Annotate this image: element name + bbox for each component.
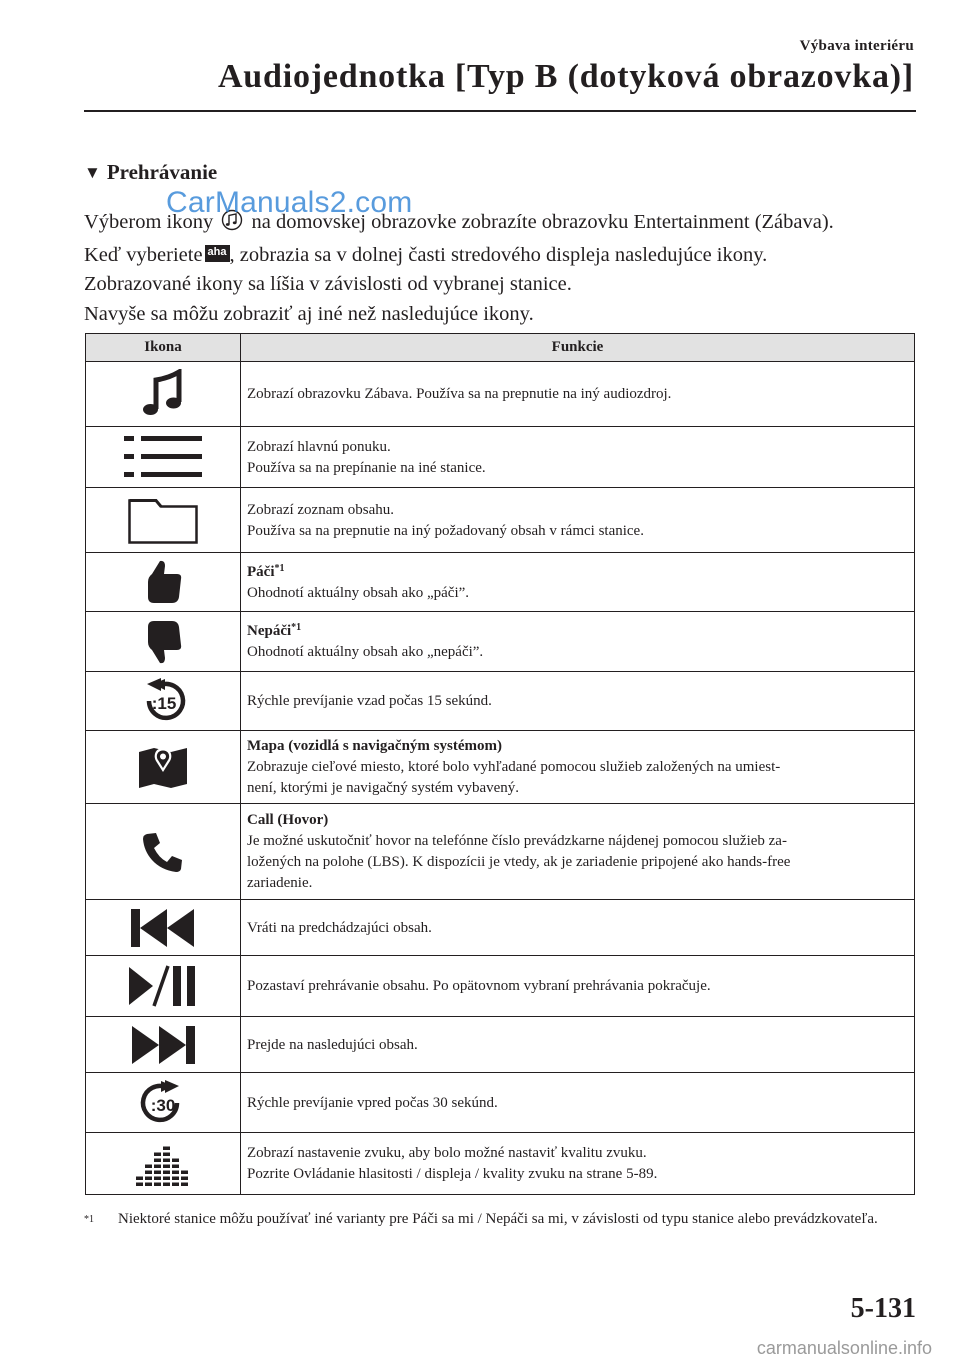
function-cell (241, 553, 915, 612)
function-title-text: Call (Hovor) (247, 812, 329, 828)
function-text: zariadenie. (247, 875, 313, 891)
function-text: Ohodnotí aktuálny obsah ako „páči”. (247, 584, 470, 601)
intro-line-2 (84, 241, 924, 271)
function-text: Používa sa na prepnutie na iný požadovaný obsah v rámci stanice. (247, 522, 644, 539)
rewind-15-icon (139, 677, 187, 725)
icon-cell (86, 900, 241, 956)
function-text: Ohodnotí aktuálny obsah ako „nepáči”. (247, 644, 484, 660)
aha-badge-icon: aha (205, 245, 230, 262)
rewind-15-number: :15 (151, 694, 177, 713)
site-watermark: carmanualsonline.info (756, 1338, 932, 1358)
function-text: Pozastaví prehrávanie obsahu. Po opätovnom vybraní prehrávania pokračuje. (247, 978, 711, 994)
function-text: Zobrazuje cieľové miesto, ktoré bolo vyhľadané pomocou služieb založených na umiest- (247, 759, 781, 775)
function-title-text: Nepáči (247, 623, 292, 639)
table-row (86, 553, 915, 612)
footnote-text: Niektoré stanice môžu používať iné varianty pre Páči sa mi / Nepáči sa mi, v závislosti od typu stanice alebo prevádzkovateľa. (118, 1211, 878, 1227)
skip-previous-icon (131, 908, 195, 948)
function-title (247, 810, 908, 831)
folder-icon (128, 496, 198, 544)
footnote-ref: *1 (291, 622, 302, 633)
function-text: Prejde na nasledujúci obsah. (247, 1036, 418, 1053)
icon-cell (86, 488, 241, 553)
footnote (84, 1209, 918, 1230)
function-cell (241, 731, 915, 804)
icon-cell (86, 612, 241, 672)
page-number: 5-131 (850, 1293, 916, 1324)
forward-30-number: :30 (150, 1095, 176, 1115)
icon-cell (86, 553, 241, 612)
function-cell (241, 956, 915, 1017)
intro-line-1-start: Výberom ikony (84, 211, 214, 233)
function-cell (241, 1133, 915, 1195)
table-row (86, 731, 915, 804)
table-row (86, 362, 915, 427)
intro-line-1-end: na domovskej obrazovke zobrazíte obrazovku Entertainment (Zábava). (251, 211, 834, 233)
table-row (86, 612, 915, 672)
intro-line-2-start: Keď vyberiete (84, 243, 203, 266)
intro-line-3: Zobrazované ikony sa líšia v závislosti od vybranej stanice. (84, 273, 572, 295)
section-label: Výbava interiéru (799, 38, 914, 54)
section-heading (84, 160, 217, 185)
intro-line-2-end: , zobrazia sa v dolnej časti stredového displeja nasledujúce ikony. (229, 243, 768, 266)
function-cell (241, 900, 915, 956)
icon-cell (86, 427, 241, 488)
function-text: Je možné uskutočniť hovor na telefónne číslo prevádzkarne nájdenej pomocou služieb za- (247, 833, 787, 849)
function-text: Používa sa na prepínanie na iné stanice. (247, 459, 486, 476)
function-text: Zobrazí hlavnú ponuku. (247, 438, 391, 455)
table-row (86, 1017, 915, 1073)
function-cell (241, 1017, 915, 1073)
icon-cell (86, 1073, 241, 1133)
map-pin-icon (137, 744, 189, 790)
icon-cell (86, 731, 241, 804)
table-row (86, 956, 915, 1017)
table-row (86, 1133, 915, 1195)
list-menu-icon (124, 436, 202, 478)
phone-icon (142, 831, 184, 873)
intro-text (84, 208, 924, 329)
watermark: CarManuals2.com (166, 186, 413, 219)
intro-line-4: Navyše sa môžu zobraziť aj iné než nasledujúce ikony. (84, 302, 534, 325)
page-title: Audiojednotka [Typ B (dotyková obrazovka)] (217, 58, 914, 95)
function-cell (241, 488, 915, 553)
function-cell (241, 1073, 915, 1133)
function-text: Vráti na predchádzajúci obsah. (247, 919, 432, 936)
function-text: Rýchle prevíjanie vzad počas 15 sekúnd. (247, 693, 492, 709)
function-cell (241, 612, 915, 672)
table-row (86, 1073, 915, 1133)
function-text: Pozrite Ovládanie hlasitosti / displeja / kvality zvuku na strane 5-89. (247, 1166, 658, 1182)
function-title (247, 621, 908, 642)
function-text: není, ktorými je navigačný systém vybavený. (247, 780, 520, 796)
table-header-row (86, 334, 915, 362)
footnote-mark-text: *1 (84, 1214, 94, 1225)
function-cell (241, 362, 915, 427)
skip-next-icon (131, 1025, 195, 1065)
icon-cell (86, 362, 241, 427)
function-title-text: Páči (247, 563, 275, 580)
section-heading-text: Prehrávanie (106, 160, 218, 184)
play-pause-icon (129, 965, 197, 1007)
function-cell (241, 427, 915, 488)
function-text: Zobrazí obrazovku Zábava. Používa sa na prepnutie na iný audiozdroj. (247, 386, 672, 402)
icon-cell (86, 1133, 241, 1195)
forward-30-icon (139, 1079, 187, 1127)
footnote-mark (84, 1209, 94, 1235)
function-title (247, 736, 908, 757)
icon-function-table (85, 333, 915, 1195)
function-text: ložených na polohe (LBS). K dispozícii je vtedy, ak je zariadenie pripojené ako hands-free (247, 854, 791, 870)
table-row (86, 804, 915, 900)
table-row (86, 427, 915, 488)
table-row (86, 900, 915, 956)
function-cell (241, 804, 915, 900)
equalizer-icon (135, 1140, 191, 1188)
footnote-ref: *1 (274, 562, 285, 574)
function-text: Rýchle prevíjanie vpred počas 30 sekúnd. (247, 1094, 498, 1111)
function-title-text: Mapa (vozidlá s navigačným systémom) (247, 738, 502, 754)
thumbs-down-icon (143, 619, 183, 665)
table-row (86, 488, 915, 553)
icon-cell (86, 1017, 241, 1073)
icon-cell (86, 672, 241, 731)
icon-cell (86, 804, 241, 900)
table-row (86, 672, 915, 731)
column-header-icon: Ikona (86, 334, 241, 362)
thumbs-up-icon (143, 559, 183, 605)
header-divider (84, 110, 916, 112)
icon-cell (86, 956, 241, 1017)
column-header-function: Funkcie (241, 334, 915, 362)
triangle-bullet-icon: ▼ (84, 163, 101, 182)
function-title (247, 562, 908, 583)
function-text: Zobrazí zoznam obsahu. (247, 501, 395, 518)
music-note-icon (139, 369, 187, 419)
function-text: Zobrazí nastavenie zvuku, aby bolo možné nastaviť kvalitu zvuku. (247, 1145, 647, 1161)
function-cell (241, 672, 915, 731)
